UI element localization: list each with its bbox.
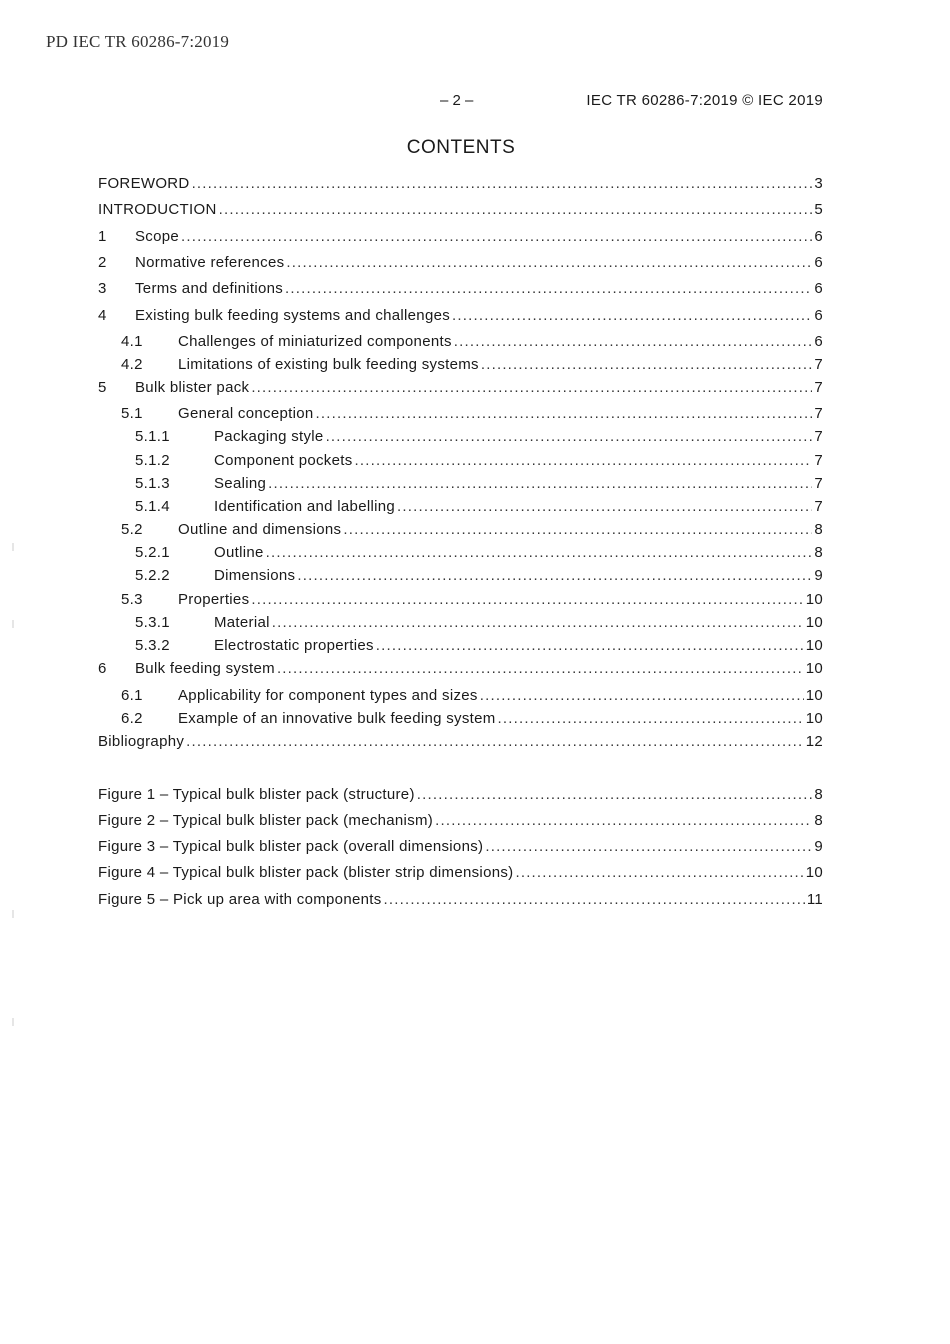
toc-title: Dimensions: [214, 567, 296, 584]
toc-entry-4-2[interactable]: [98, 356, 823, 376]
leader-dots: [297, 567, 812, 584]
figure-page: 8: [814, 812, 823, 829]
leader-dots: [498, 710, 804, 727]
toc-number: 6.2: [121, 710, 143, 727]
toc-number: 5.2.1: [135, 544, 170, 561]
toc-number: 2: [98, 254, 107, 271]
toc-entry-bibliography[interactable]: [98, 733, 823, 753]
scan-mark: [12, 910, 14, 918]
toc-entry-5-1-4[interactable]: [98, 498, 823, 518]
toc-number: 5.3: [121, 591, 143, 608]
toc-page: 6: [814, 254, 823, 271]
leader-dots: [480, 687, 804, 704]
toc-page: 10: [805, 687, 823, 704]
toc-page: 12: [805, 733, 823, 750]
toc-number: 5.1.1: [135, 428, 170, 445]
leader-dots: [268, 475, 812, 492]
toc-number: 5: [98, 379, 107, 396]
leader-dots: [192, 175, 813, 192]
document-reference: PD IEC TR 60286-7:2019: [46, 32, 230, 51]
toc-page: 7: [814, 498, 823, 515]
toc-entry-5-3-2[interactable]: [98, 637, 823, 657]
toc-entry-5-3-1[interactable]: [98, 614, 823, 634]
figure-entry-3[interactable]: [98, 838, 823, 858]
leader-dots: [397, 498, 812, 515]
toc-title: Bulk blister pack: [135, 379, 250, 396]
contents-heading: CONTENTS: [406, 137, 516, 158]
toc-number: 4.2: [121, 356, 143, 373]
figure-page: 10: [805, 864, 823, 881]
figure-entry-1[interactable]: [98, 786, 823, 806]
scan-mark: [12, 620, 14, 628]
leader-dots: [481, 356, 813, 373]
figure-title: Figure 5 – Pick up area with components: [98, 891, 382, 908]
toc-page: 7: [814, 475, 823, 492]
toc-title: Packaging style: [214, 428, 324, 445]
toc-page: 6: [814, 228, 823, 245]
toc-number: 5.2: [121, 521, 143, 538]
leader-dots: [316, 405, 813, 422]
toc-page: 3: [814, 175, 823, 192]
toc-number: 5.3.1: [135, 614, 170, 631]
leader-dots: [376, 637, 804, 654]
toc-title: Scope: [135, 228, 180, 245]
leader-dots: [286, 254, 812, 271]
toc-page: 7: [814, 356, 823, 373]
toc-title: Bulk feeding system: [135, 660, 275, 677]
toc-title: Material: [214, 614, 270, 631]
leader-dots: [355, 452, 813, 469]
toc-title: General conception: [178, 405, 314, 422]
toc-page: 7: [814, 452, 823, 469]
toc-page: 6: [814, 280, 823, 297]
toc-page: 10: [805, 614, 823, 631]
leader-dots: [219, 201, 813, 218]
figure-entry-5[interactable]: [98, 891, 823, 911]
leader-dots: [186, 733, 804, 750]
figure-entry-2[interactable]: [98, 812, 823, 832]
toc-title: Sealing: [214, 475, 267, 492]
toc-entry-5-1[interactable]: [98, 405, 823, 425]
leader-dots: [454, 333, 813, 350]
toc-entry-bulk-feeding-system[interactable]: [98, 660, 823, 680]
toc-entry-5-2[interactable]: [98, 521, 823, 541]
toc-title: Limitations of existing bulk feeding systems: [178, 356, 479, 373]
page-number: – 2 –: [440, 92, 474, 109]
figure-title: Figure 3 – Typical bulk blister pack (overall dimensions): [98, 838, 484, 855]
leader-dots: [384, 891, 805, 908]
toc-number: 5.3.2: [135, 637, 170, 654]
leader-dots: [251, 379, 812, 396]
toc-page: 7: [814, 428, 823, 445]
leader-dots: [326, 428, 813, 445]
toc-number: 4.1: [121, 333, 143, 350]
toc-page: 9: [814, 567, 823, 584]
toc-page: 6: [814, 333, 823, 350]
toc-entry-5-2-2[interactable]: [98, 567, 823, 587]
toc-title: Challenges of miniaturized components: [178, 333, 452, 350]
toc-title: Outline and dimensions: [178, 521, 342, 538]
leader-dots: [285, 280, 812, 297]
toc-entry-bulk-blister-pack[interactable]: [98, 379, 823, 399]
toc-title: Electrostatic properties: [214, 637, 374, 654]
toc-title: Component pockets: [214, 452, 353, 469]
leader-dots: [266, 544, 813, 561]
toc-number: 5.1: [121, 405, 143, 422]
toc-title: INTRODUCTION: [98, 201, 217, 218]
toc-entry-5-2-1[interactable]: [98, 544, 823, 564]
toc-entry-6-2[interactable]: [98, 710, 823, 730]
scan-mark: [12, 1018, 14, 1026]
leader-dots: [343, 521, 812, 538]
toc-entry-5-1-3[interactable]: [98, 475, 823, 495]
figure-title: Figure 2 – Typical bulk blister pack (mechanism): [98, 812, 434, 829]
toc-entry-foreword[interactable]: [98, 175, 823, 195]
toc-page: 7: [814, 405, 823, 422]
toc-number: 5.2.2: [135, 567, 170, 584]
toc-entry-normative-references[interactable]: [98, 254, 823, 274]
toc-number: 3: [98, 280, 107, 297]
standard-reference: IEC TR 60286-7:2019 © IEC 2019: [586, 92, 823, 109]
figure-title: Figure 1 – Typical bulk blister pack (structure): [98, 786, 415, 803]
toc-number: 6.1: [121, 687, 143, 704]
figure-title: Figure 4 – Typical bulk blister pack (blister strip dimensions): [98, 864, 514, 881]
figure-page: 9: [814, 838, 823, 855]
toc-page: 10: [805, 710, 823, 727]
toc-title: Bibliography: [98, 733, 185, 750]
toc-page: 8: [814, 521, 823, 538]
toc-page: 6: [814, 307, 823, 324]
toc-title: Terms and definitions: [135, 280, 284, 297]
toc-number: 5.1.4: [135, 498, 170, 515]
toc-page: 10: [805, 660, 823, 677]
toc-number: 1: [98, 228, 107, 245]
toc-title: Example of an innovative bulk feeding system: [178, 710, 496, 727]
toc-page: 10: [805, 591, 823, 608]
toc-entry-scope[interactable]: [98, 228, 823, 248]
leader-dots: [452, 307, 812, 324]
toc-entry-introduction[interactable]: [98, 201, 823, 221]
leader-dots: [435, 812, 812, 829]
toc-number: 5.1.3: [135, 475, 170, 492]
toc-title: Identification and labelling: [214, 498, 396, 515]
toc-entry-terms-definitions[interactable]: [98, 280, 823, 300]
leader-dots: [181, 228, 812, 245]
toc-entry-existing-systems[interactable]: [98, 307, 823, 327]
toc-page: 10: [805, 637, 823, 654]
scan-mark: [12, 543, 14, 551]
toc-entry-5-1-2[interactable]: [98, 452, 823, 472]
toc-number: 6: [98, 660, 107, 677]
leader-dots: [277, 660, 804, 677]
toc-entry-5-1-1[interactable]: [98, 428, 823, 448]
toc-number: 5.1.2: [135, 452, 170, 469]
toc-title: FOREWORD: [98, 175, 190, 192]
leader-dots: [272, 614, 804, 631]
toc-page: 7: [814, 379, 823, 396]
leader-dots: [485, 838, 812, 855]
figure-page: 8: [814, 786, 823, 803]
toc-title: Normative references: [135, 254, 285, 271]
leader-dots: [417, 786, 813, 803]
toc-title: Properties: [178, 591, 250, 608]
toc-title: Existing bulk feeding systems and challenges: [135, 307, 451, 324]
toc-entry-5-3[interactable]: [98, 591, 823, 611]
toc-title: Applicability for component types and sizes: [178, 687, 478, 704]
toc-entry-4-1[interactable]: [98, 333, 823, 353]
figure-entry-4[interactable]: [98, 864, 823, 884]
toc-number: 4: [98, 307, 107, 324]
leader-dots: [515, 864, 803, 881]
toc-page: 5: [814, 201, 823, 218]
toc-title: Outline: [214, 544, 264, 561]
figure-page: 11: [806, 891, 823, 908]
toc-entry-6-1[interactable]: [98, 687, 823, 707]
leader-dots: [251, 591, 803, 608]
toc-page: 8: [814, 544, 823, 561]
